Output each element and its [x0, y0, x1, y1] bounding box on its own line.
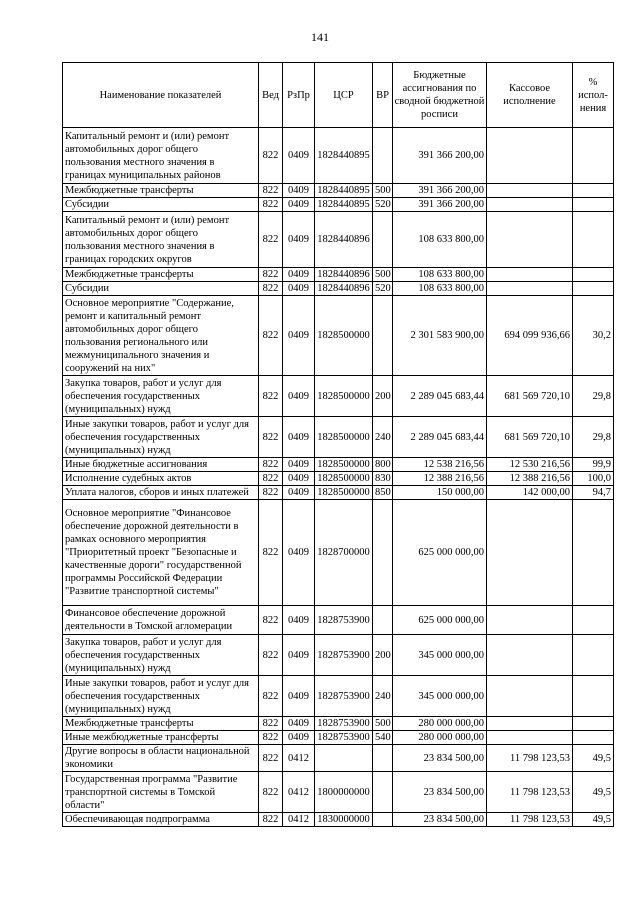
- row-ved-cell: 822: [259, 676, 283, 717]
- row-pct-cell: [573, 606, 614, 635]
- table-row: [63, 635, 614, 676]
- table-row: [63, 500, 614, 606]
- row-ved-cell: 822: [259, 376, 283, 417]
- table-row: [63, 745, 614, 772]
- table-row: [63, 282, 614, 296]
- row-name-cell: Капитальный ремонт и (или) ремонт автомобильных дорог общего пользования местного значения в границах городских округов: [63, 212, 259, 268]
- table-row: [63, 676, 614, 717]
- row-vr-cell: 520: [373, 198, 393, 212]
- row-assign-cell: 23 834 500,00: [393, 745, 487, 772]
- row-rzpr-cell: 0412: [283, 772, 315, 813]
- header-row: [63, 63, 614, 128]
- row-rzpr-cell: 0409: [283, 472, 315, 486]
- row-assign-cell: 345 000 000,00: [393, 635, 487, 676]
- row-ved-cell: 822: [259, 417, 283, 458]
- row-rzpr-cell: 0409: [283, 486, 315, 500]
- row-assign-cell: 108 633 800,00: [393, 212, 487, 268]
- row-rzpr-cell: 0409: [283, 268, 315, 282]
- row-ved-cell: 822: [259, 745, 283, 772]
- row-pct-cell: [573, 717, 614, 731]
- table-row: [63, 772, 614, 813]
- row-ved-cell: 822: [259, 212, 283, 268]
- row-cash-cell: 11 798 123,53: [487, 772, 573, 813]
- row-csr-cell: 1828753900: [315, 717, 373, 731]
- table-row: [63, 717, 614, 731]
- row-cash-cell: [487, 606, 573, 635]
- row-csr-cell: 1828753900: [315, 606, 373, 635]
- table-row: [63, 198, 614, 212]
- row-name-cell: Закупка товаров, работ и услуг для обеспечения государственных (муниципальных) нужд: [63, 635, 259, 676]
- row-pct-cell: [573, 676, 614, 717]
- row-assign-cell: 2 301 583 900,00: [393, 296, 487, 376]
- row-vr-cell: [373, 813, 393, 827]
- row-pct-cell: [573, 635, 614, 676]
- row-pct-cell: [573, 268, 614, 282]
- row-pct-cell: [573, 128, 614, 184]
- row-pct-cell: 29,8: [573, 417, 614, 458]
- row-rzpr-cell: 0409: [283, 731, 315, 745]
- row-name-cell: Иные бюджетные ассигнования: [63, 458, 259, 472]
- row-cash-cell: [487, 731, 573, 745]
- row-cash-cell: [487, 717, 573, 731]
- row-pct-cell: 94,7: [573, 486, 614, 500]
- header-csr: ЦСР: [315, 63, 373, 128]
- row-ved-cell: 822: [259, 486, 283, 500]
- row-vr-cell: 520: [373, 282, 393, 296]
- row-assign-cell: 2 289 045 683,44: [393, 376, 487, 417]
- row-name-cell: Субсидии: [63, 198, 259, 212]
- row-pct-cell: [573, 184, 614, 198]
- header-assign: Бюджетные ассигнования по сводной бюджетной росписи: [393, 63, 487, 128]
- row-cash-cell: 694 099 936,66: [487, 296, 573, 376]
- header-name: Наименование показателей: [63, 63, 259, 128]
- row-cash-cell: 12 388 216,56: [487, 472, 573, 486]
- row-assign-cell: 23 834 500,00: [393, 813, 487, 827]
- row-rzpr-cell: 0409: [283, 717, 315, 731]
- row-cash-cell: 681 569 720,10: [487, 376, 573, 417]
- row-rzpr-cell: 0409: [283, 282, 315, 296]
- row-vr-cell: 200: [373, 635, 393, 676]
- row-vr-cell: 240: [373, 676, 393, 717]
- row-name-cell: Субсидии: [63, 282, 259, 296]
- row-csr-cell: 1828753900: [315, 676, 373, 717]
- row-cash-cell: [487, 282, 573, 296]
- row-ved-cell: 822: [259, 813, 283, 827]
- row-rzpr-cell: 0409: [283, 606, 315, 635]
- row-ved-cell: 822: [259, 128, 283, 184]
- row-name-cell: Финансовое обеспечение дорожной деятельности в Томской агломерации: [63, 606, 259, 635]
- table-row: [63, 486, 614, 500]
- row-ved-cell: 822: [259, 606, 283, 635]
- row-assign-cell: 12 388 216,56: [393, 472, 487, 486]
- row-rzpr-cell: 0409: [283, 635, 315, 676]
- row-cash-cell: [487, 128, 573, 184]
- row-csr-cell: 1830000000: [315, 813, 373, 827]
- row-ved-cell: 822: [259, 198, 283, 212]
- row-vr-cell: [373, 128, 393, 184]
- row-cash-cell: [487, 500, 573, 606]
- row-cash-cell: [487, 184, 573, 198]
- row-csr-cell: 1828440895: [315, 128, 373, 184]
- row-ved-cell: 822: [259, 282, 283, 296]
- row-vr-cell: 830: [373, 472, 393, 486]
- row-cash-cell: 11 798 123,53: [487, 813, 573, 827]
- row-ved-cell: 822: [259, 184, 283, 198]
- row-assign-cell: 2 289 045 683,44: [393, 417, 487, 458]
- row-cash-cell: 12 530 216,56: [487, 458, 573, 472]
- row-rzpr-cell: 0409: [283, 212, 315, 268]
- row-vr-cell: 240: [373, 417, 393, 458]
- row-csr-cell: 1828440895: [315, 184, 373, 198]
- row-name-cell: Обеспечивающая подпрограмма: [63, 813, 259, 827]
- row-vr-cell: 850: [373, 486, 393, 500]
- row-assign-cell: 280 000 000,00: [393, 731, 487, 745]
- row-name-cell: Уплата налогов, сборов и иных платежей: [63, 486, 259, 500]
- row-assign-cell: 391 366 200,00: [393, 128, 487, 184]
- row-ved-cell: 822: [259, 296, 283, 376]
- row-name-cell: Другие вопросы в области национальной экономики: [63, 745, 259, 772]
- table-row: [63, 606, 614, 635]
- row-vr-cell: [373, 772, 393, 813]
- row-name-cell: Основное мероприятие "Содержание, ремонт и капитальный ремонт автомобильных дорог общего пользования регионального или межмуниципального значения и сооружений на них": [63, 296, 259, 376]
- row-rzpr-cell: 0409: [283, 128, 315, 184]
- table-row: [63, 813, 614, 827]
- row-cash-cell: [487, 268, 573, 282]
- row-csr-cell: 1828440896: [315, 212, 373, 268]
- table-body: [63, 128, 614, 827]
- row-vr-cell: 500: [373, 268, 393, 282]
- row-name-cell: Закупка товаров, работ и услуг для обеспечения государственных (муниципальных) нужд: [63, 376, 259, 417]
- table-row: [63, 376, 614, 417]
- header-vr: ВР: [373, 63, 393, 128]
- header-cash: Кассовое исполнение: [487, 63, 573, 128]
- row-name-cell: Исполнение судебных актов: [63, 472, 259, 486]
- row-csr-cell: 1828500000: [315, 472, 373, 486]
- row-csr-cell: 1828753900: [315, 731, 373, 745]
- row-name-cell: Межбюджетные трансферты: [63, 268, 259, 282]
- row-pct-cell: 30,2: [573, 296, 614, 376]
- row-cash-cell: 11 798 123,53: [487, 745, 573, 772]
- row-rzpr-cell: 0409: [283, 500, 315, 606]
- row-cash-cell: [487, 212, 573, 268]
- row-csr-cell: 1828700000: [315, 500, 373, 606]
- row-csr-cell: 1828500000: [315, 296, 373, 376]
- row-pct-cell: [573, 198, 614, 212]
- row-assign-cell: 12 538 216,56: [393, 458, 487, 472]
- row-ved-cell: 822: [259, 500, 283, 606]
- row-pct-cell: [573, 731, 614, 745]
- row-assign-cell: 280 000 000,00: [393, 717, 487, 731]
- row-assign-cell: 108 633 800,00: [393, 268, 487, 282]
- row-vr-cell: 200: [373, 376, 393, 417]
- row-cash-cell: [487, 676, 573, 717]
- row-ved-cell: 822: [259, 635, 283, 676]
- row-csr-cell: 1828500000: [315, 486, 373, 500]
- row-vr-cell: 500: [373, 717, 393, 731]
- row-vr-cell: 540: [373, 731, 393, 745]
- row-assign-cell: 108 633 800,00: [393, 282, 487, 296]
- row-assign-cell: 391 366 200,00: [393, 198, 487, 212]
- row-ved-cell: 822: [259, 731, 283, 745]
- row-ved-cell: 822: [259, 717, 283, 731]
- row-cash-cell: [487, 635, 573, 676]
- row-assign-cell: 23 834 500,00: [393, 772, 487, 813]
- row-name-cell: Иные межбюджетные трансферты: [63, 731, 259, 745]
- row-rzpr-cell: 0409: [283, 458, 315, 472]
- row-csr-cell: 1828440895: [315, 198, 373, 212]
- page-number: 141: [311, 30, 329, 44]
- row-rzpr-cell: 0409: [283, 376, 315, 417]
- row-ved-cell: 822: [259, 472, 283, 486]
- row-assign-cell: 625 000 000,00: [393, 606, 487, 635]
- row-pct-cell: [573, 282, 614, 296]
- header-rzpr: РзПр: [283, 63, 315, 128]
- row-ved-cell: 822: [259, 772, 283, 813]
- table-row: [63, 184, 614, 198]
- row-vr-cell: [373, 296, 393, 376]
- budget-table: [62, 62, 614, 827]
- header-pct: % испол-нения: [573, 63, 614, 128]
- row-name-cell: Иные закупки товаров, работ и услуг для обеспечения государственных (муниципальных) нужд: [63, 417, 259, 458]
- row-assign-cell: 391 366 200,00: [393, 184, 487, 198]
- row-rzpr-cell: 0409: [283, 676, 315, 717]
- row-pct-cell: 49,5: [573, 772, 614, 813]
- row-csr-cell: 1800000000: [315, 772, 373, 813]
- row-assign-cell: 150 000,00: [393, 486, 487, 500]
- row-csr-cell: [315, 745, 373, 772]
- row-name-cell: Основное мероприятие "Финансовое обеспечение дорожной деятельности в рамках основного мероприятия "Приоритетный проект "Безопасные и качественные дороги" государственной программы Российской Федерации "Развитие транспортной системы": [63, 500, 259, 606]
- row-rzpr-cell: 0412: [283, 745, 315, 772]
- row-name-cell: Государственная программа "Развитие транспортной системы в Томской области": [63, 772, 259, 813]
- row-name-cell: Иные закупки товаров, работ и услуг для обеспечения государственных (муниципальных) нужд: [63, 676, 259, 717]
- row-ved-cell: 822: [259, 268, 283, 282]
- row-pct-cell: 99,9: [573, 458, 614, 472]
- row-rzpr-cell: 0409: [283, 417, 315, 458]
- row-assign-cell: 345 000 000,00: [393, 676, 487, 717]
- row-pct-cell: 100,0: [573, 472, 614, 486]
- row-pct-cell: 49,5: [573, 813, 614, 827]
- row-cash-cell: 681 569 720,10: [487, 417, 573, 458]
- row-csr-cell: 1828500000: [315, 417, 373, 458]
- row-name-cell: Межбюджетные трансферты: [63, 184, 259, 198]
- row-csr-cell: 1828500000: [315, 376, 373, 417]
- row-cash-cell: 142 000,00: [487, 486, 573, 500]
- header-ved: Вед: [259, 63, 283, 128]
- row-csr-cell: 1828440896: [315, 282, 373, 296]
- table-row: [63, 128, 614, 184]
- row-vr-cell: 500: [373, 184, 393, 198]
- row-csr-cell: 1828500000: [315, 458, 373, 472]
- row-rzpr-cell: 0412: [283, 813, 315, 827]
- table-row: [63, 296, 614, 376]
- row-rzpr-cell: 0409: [283, 296, 315, 376]
- table-row: [63, 268, 614, 282]
- row-csr-cell: 1828440896: [315, 268, 373, 282]
- row-pct-cell: [573, 212, 614, 268]
- row-pct-cell: [573, 500, 614, 606]
- row-assign-cell: 625 000 000,00: [393, 500, 487, 606]
- row-vr-cell: [373, 745, 393, 772]
- table-row: [63, 731, 614, 745]
- table-row: [63, 212, 614, 268]
- row-rzpr-cell: 0409: [283, 198, 315, 212]
- row-pct-cell: 49,5: [573, 745, 614, 772]
- row-vr-cell: [373, 500, 393, 606]
- table-row: [63, 472, 614, 486]
- row-rzpr-cell: 0409: [283, 184, 315, 198]
- row-vr-cell: 800: [373, 458, 393, 472]
- row-ved-cell: 822: [259, 458, 283, 472]
- table-row: [63, 417, 614, 458]
- row-vr-cell: [373, 212, 393, 268]
- row-name-cell: Капитальный ремонт и (или) ремонт автомобильных дорог общего пользования местного значения в границах муниципальных районов: [63, 128, 259, 184]
- row-vr-cell: [373, 606, 393, 635]
- table-row: [63, 458, 614, 472]
- row-csr-cell: 1828753900: [315, 635, 373, 676]
- row-cash-cell: [487, 198, 573, 212]
- row-pct-cell: 29,8: [573, 376, 614, 417]
- row-name-cell: Межбюджетные трансферты: [63, 717, 259, 731]
